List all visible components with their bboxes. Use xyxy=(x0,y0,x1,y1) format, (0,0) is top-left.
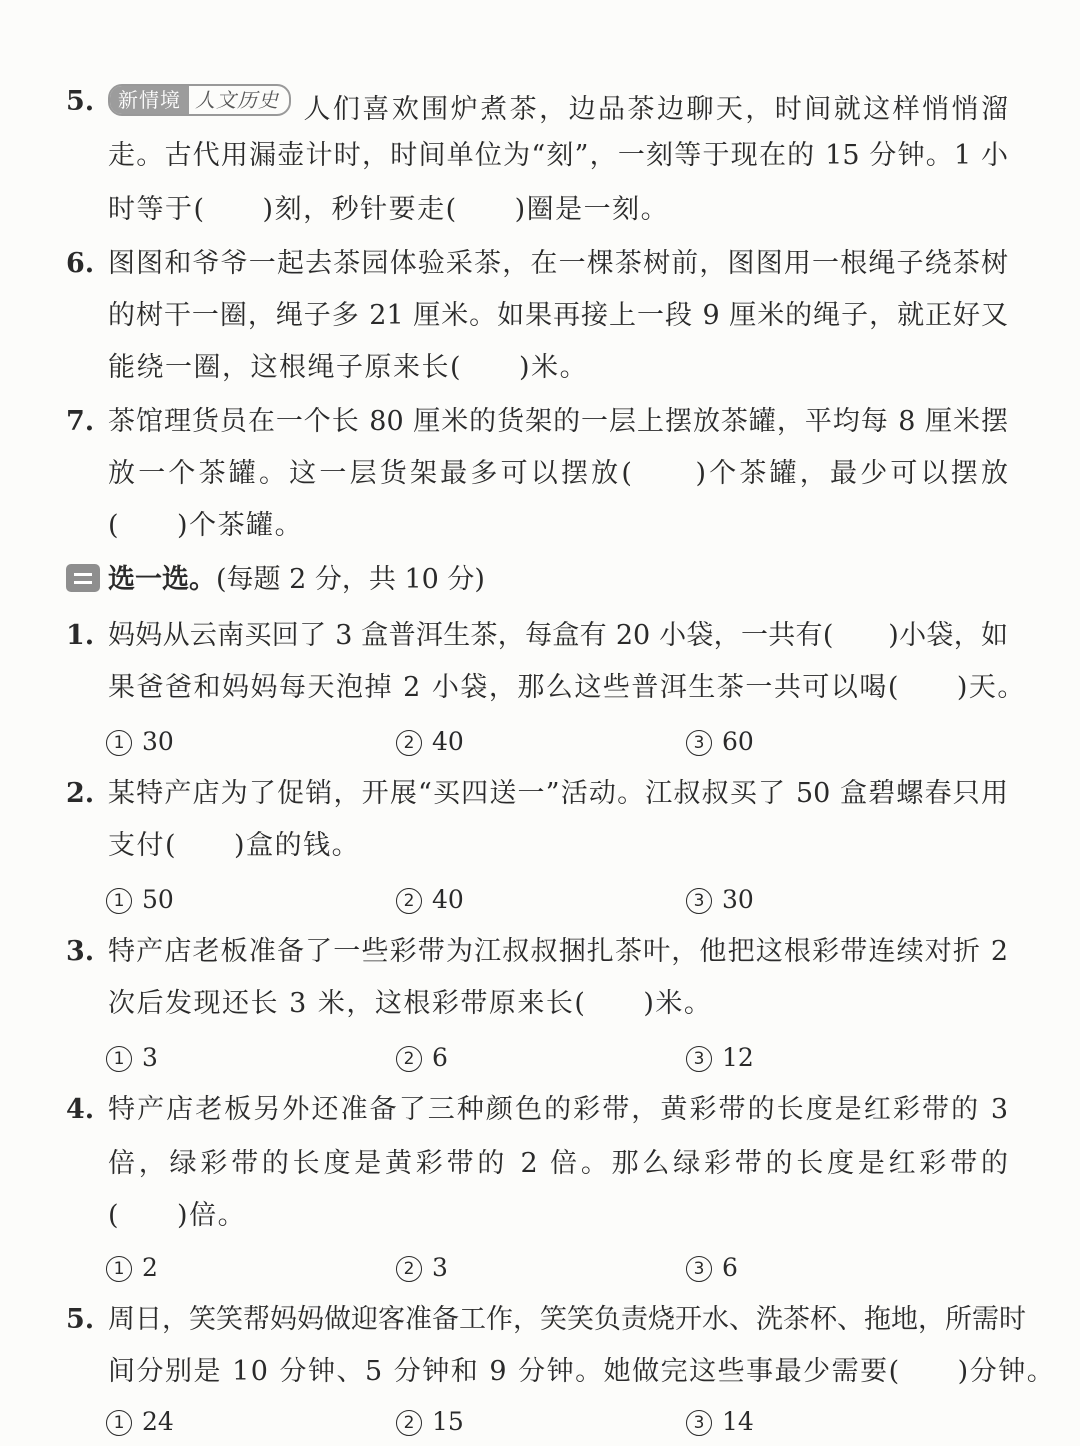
question-number: 6. xyxy=(66,248,95,279)
question-number: 5. xyxy=(66,1304,95,1335)
question-text-line: 图图和爷爷一起去茶园体验采茶，在一棵茶树前，图图用一根绳子绕茶树 xyxy=(108,248,1008,279)
option-2 xyxy=(396,882,464,918)
question-text-line: 支付( )盒的钱。 xyxy=(108,830,361,861)
question-number: 4. xyxy=(66,1094,95,1125)
question-text-line: ( )个茶罐。 xyxy=(108,510,304,541)
context-tag xyxy=(108,84,291,116)
tag-humanities: 人文历史 xyxy=(195,88,279,112)
option-value: 12 xyxy=(722,1043,754,1072)
section-two-icon xyxy=(66,564,100,592)
option-marker-3: 3 xyxy=(686,730,712,756)
option-marker-1: 1 xyxy=(106,1046,132,1072)
option-value: 30 xyxy=(722,885,754,914)
option-value: 15 xyxy=(432,1407,464,1436)
option-3 xyxy=(686,1404,754,1440)
question-text-line: 能绕一圈，这根绳子原来长( )米。 xyxy=(108,352,589,383)
option-value: 24 xyxy=(142,1407,174,1436)
option-marker-1: 1 xyxy=(106,1410,132,1436)
question-text-line: 妈妈从云南买回了 3 盒普洱生茶，每盒有 20 小袋，一共有( )小袋，如 xyxy=(108,620,1008,651)
option-2 xyxy=(396,1040,448,1076)
option-marker-3: 3 xyxy=(686,1410,712,1436)
question-text-line: 周日，笑笑帮妈妈做迎客准备工作，笑笑负责烧开水、洗茶杯、拖地，所需时 xyxy=(108,1304,1026,1335)
question-text-line: 茶馆理货员在一个长 80 厘米的货架的一层上摆放茶罐，平均每 8 厘米摆 xyxy=(108,406,1008,437)
option-marker-1: 1 xyxy=(106,888,132,914)
option-marker-3: 3 xyxy=(686,1256,712,1282)
option-3 xyxy=(686,1250,738,1286)
question-number: 2. xyxy=(66,778,95,809)
option-marker-2: 2 xyxy=(396,1046,422,1072)
option-1 xyxy=(106,724,174,760)
option-1 xyxy=(106,1040,158,1076)
option-value: 2 xyxy=(142,1253,158,1282)
section-title: 选一选。 xyxy=(108,564,216,595)
question-text-line: 特产店老板准备了一些彩带为江叔叔捆扎茶叶，他把这根彩带连续对折 2 xyxy=(108,936,1008,967)
question-text-line: ( )倍。 xyxy=(108,1200,247,1231)
option-3 xyxy=(686,724,754,760)
option-value: 3 xyxy=(432,1253,448,1282)
option-2 xyxy=(396,1250,448,1286)
option-marker-2: 2 xyxy=(396,888,422,914)
question-number: 7. xyxy=(66,406,95,437)
option-value: 14 xyxy=(722,1407,754,1436)
option-1 xyxy=(106,1404,174,1440)
option-value: 60 xyxy=(722,727,754,756)
option-marker-1: 1 xyxy=(106,730,132,756)
tag-new-context: 新情境 xyxy=(110,86,189,114)
option-marker-2: 2 xyxy=(396,730,422,756)
question-number: 3. xyxy=(66,936,95,967)
option-marker-1: 1 xyxy=(106,1256,132,1282)
section-score-note: (每题 2 分，共 10 分) xyxy=(216,564,485,595)
option-1 xyxy=(106,1250,158,1286)
question-number: 1. xyxy=(66,620,95,651)
question-text-line: 放一个茶罐。这一层货架最多可以摆放( )个茶罐，最少可以摆放 xyxy=(108,458,1008,489)
option-2 xyxy=(396,724,464,760)
section-header xyxy=(66,562,485,598)
question-text-line: 果爸爸和妈妈每天泡掉 2 小袋，那么这些普洱生茶一共可以喝( )天。 xyxy=(108,672,1026,703)
option-3 xyxy=(686,882,754,918)
question-text-line: 特产店老板另外还准备了三种颜色的彩带，黄彩带的长度是红彩带的 3 xyxy=(108,1094,1008,1125)
question-text-line xyxy=(108,84,1008,128)
question-text-line: 某特产店为了促销，开展“买四送一”活动。江叔叔买了 50 盒碧螺春只用 xyxy=(108,778,1008,809)
question-text-line: 间分别是 10 分钟、5 分钟和 9 分钟。她做完这些事最少需要( )分钟。 xyxy=(108,1356,1056,1387)
option-value: 50 xyxy=(142,885,174,914)
option-value: 3 xyxy=(142,1043,158,1072)
option-marker-3: 3 xyxy=(686,888,712,914)
line-text: 人们喜欢围炉煮茶，边品茶边聊天，时间就这样悄悄溜 xyxy=(301,94,1008,125)
question-text-line: 时等于( )刻，秒针要走( )圈是一刻。 xyxy=(108,194,670,225)
question-text-line: 的树干一圈，绳子多 21 厘米。如果再接上一段 9 厘米的绳子，就正好又 xyxy=(108,300,1008,331)
option-value: 6 xyxy=(722,1253,738,1282)
option-value: 6 xyxy=(432,1043,448,1072)
option-marker-2: 2 xyxy=(396,1410,422,1436)
option-1 xyxy=(106,882,174,918)
option-marker-2: 2 xyxy=(396,1256,422,1282)
option-3 xyxy=(686,1040,754,1076)
question-number: 5. xyxy=(66,86,95,117)
question-text-line: 倍，绿彩带的长度是黄彩带的 2 倍。那么绿彩带的长度是红彩带的 xyxy=(108,1148,1008,1179)
question-text-line: 走。古代用漏壶计时，时间单位为“刻”，一刻等于现在的 15 分钟。1 小 xyxy=(108,140,1008,171)
option-value: 30 xyxy=(142,727,174,756)
option-2 xyxy=(396,1404,464,1440)
option-value: 40 xyxy=(432,885,464,914)
option-value: 40 xyxy=(432,727,464,756)
option-marker-3: 3 xyxy=(686,1046,712,1072)
question-text-line: 次后发现还长 3 米，这根彩带原来长( )米。 xyxy=(108,988,713,1019)
